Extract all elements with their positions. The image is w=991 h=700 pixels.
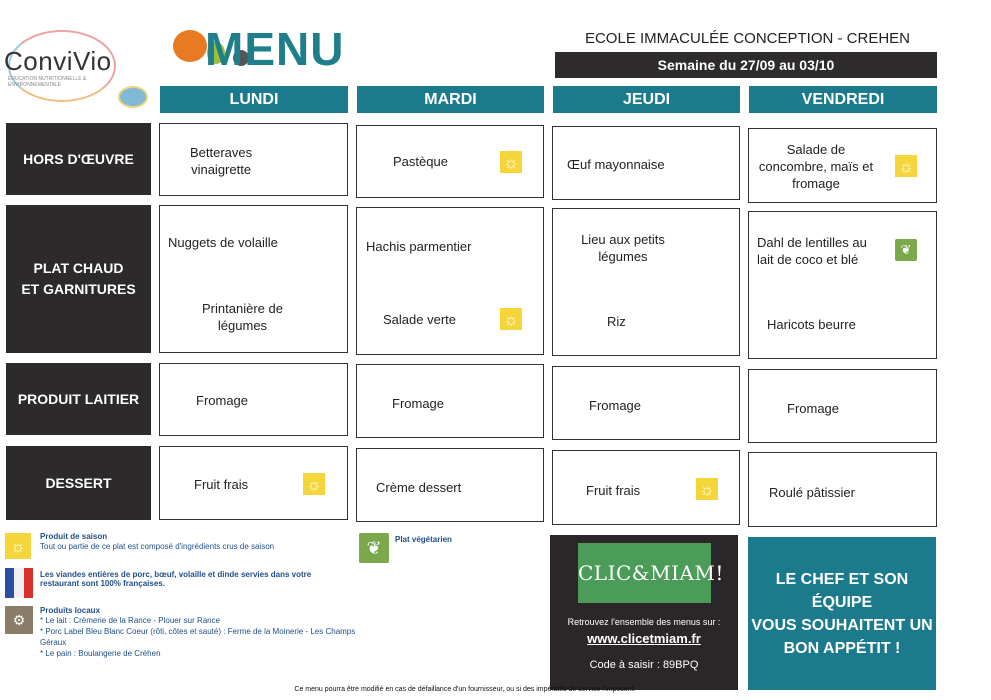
clicmiam-retrouvez: Retrouvez l'ensemble des menus sur : — [567, 617, 721, 627]
row-label-produit-laitier: PRODUIT LAITIER — [6, 363, 151, 435]
row-label-hors-doeuvre: HORS D'ŒUVRE — [6, 123, 151, 195]
legend-locaux — [40, 606, 380, 659]
dish-text: Œuf mayonnaise — [567, 157, 665, 172]
dish-text: Riz — [607, 314, 626, 329]
chef-message-line1: LE CHEF ET SON ÉQUIPE — [775, 570, 909, 611]
legend-locaux-line3: Géraux — [40, 638, 67, 647]
footer-note: Ce menu pourra être modifié en cas de défaillance d'un fournisseur, ou si des impératifs de service l'imposent. — [294, 686, 636, 693]
dish-text: Fruit frais — [586, 483, 641, 498]
cell-jeudi-hors — [552, 126, 740, 200]
dish-text: concombre, maïs et — [758, 159, 874, 174]
french-flag-icon — [5, 568, 33, 598]
row-label-plat-chaud-line2: ET GARNITURES — [21, 281, 136, 297]
day-header-jeudi: JEUDI — [553, 86, 740, 113]
dish-text: Fromage — [392, 396, 445, 411]
cell-lundi-hors — [159, 123, 348, 196]
dish-text: Hachis parmentier — [366, 239, 472, 254]
dish-text: Roulé pâtissier — [769, 485, 855, 500]
cell-jeudi-plat — [552, 208, 740, 356]
dish-text: Fruit frais — [194, 477, 249, 492]
dish-text: Salade de — [786, 142, 846, 157]
cell-jeudi-laitier — [552, 366, 740, 440]
legend-saison-text: Tout ou partie de ce plat est composé d'ingrédients crus de saison — [40, 542, 275, 551]
dish-text: Fromage — [196, 393, 249, 408]
cell-vendredi-laitier — [748, 369, 937, 443]
cell-mardi-laitier — [356, 364, 544, 438]
day-header-mardi: MARDI — [357, 86, 544, 113]
clicmiam-code: Code à saisir : 89BPQ — [589, 659, 699, 671]
clicmiam-url-link[interactable]: www.clicetmiam.fr — [587, 631, 701, 646]
legend-saison-title: Produit de saison — [40, 532, 108, 541]
dish-text: Nuggets de volaille — [168, 235, 278, 250]
sun-icon: ☼ — [500, 308, 522, 330]
cell-mardi-plat — [356, 207, 544, 355]
dish-text: fromage — [792, 176, 840, 191]
dish-text: Printanière de — [202, 301, 283, 316]
week-banner: Semaine du 27/09 au 03/10 — [555, 52, 937, 78]
page-title: MENU — [205, 23, 345, 75]
dish-text: Betteraves — [190, 145, 253, 160]
leaf-icon: ❦ — [895, 239, 917, 261]
cell-mardi-dessert — [356, 448, 544, 522]
label-badge-icon — [118, 86, 148, 108]
dish-text: vinaigrette — [191, 162, 252, 177]
dish-text: Haricots beurre — [767, 317, 856, 332]
leaf-icon: ❦ — [359, 533, 389, 563]
tractor-icon: ⚙ — [5, 606, 33, 634]
clicmiam-logo: CLIC&MIAM! — [578, 543, 711, 603]
legend-viandes — [40, 570, 340, 588]
day-header-lundi: LUNDI — [160, 86, 348, 113]
row-label-plat-chaud-line1: PLAT CHAUD — [33, 260, 124, 276]
dish-text: Crème dessert — [376, 480, 462, 495]
dish-text: Lieu aux petits — [581, 232, 665, 247]
legend-viandes-line1: Les viandes entières de porc, bœuf, volaille et dinde servies dans votre — [40, 570, 312, 579]
dish-text: légumes — [598, 249, 648, 264]
legend-vegetarien: Plat végétarien — [395, 535, 452, 544]
chef-message-line2: VOUS SOUHAITENT UN — [751, 616, 933, 634]
chef-message-line3: BON APPÉTIT ! — [783, 639, 901, 657]
sun-icon: ☼ — [696, 478, 718, 500]
legend-viandes-line2: restaurant sont 100% françaises. — [40, 579, 165, 588]
cell-jeudi-dessert — [552, 450, 740, 525]
sun-icon: ☼ — [500, 151, 522, 173]
dish-text: Fromage — [589, 398, 642, 413]
convivio-tagline: ÉDUCATION NUTRITIONNELLE & ENVIRONNEMENTALE — [8, 76, 87, 88]
clicmiam-panel — [550, 535, 738, 690]
sun-icon: ☼ — [895, 155, 917, 177]
cell-vendredi-dessert — [748, 452, 937, 527]
legend-locaux-line1: * Le lait : Crèmerie de la Rance - Plouer sur Rance — [40, 616, 221, 625]
convivio-logo: ConviVio — [4, 46, 112, 76]
sun-icon: ☼ — [5, 533, 31, 559]
row-label-plat-chaud — [6, 205, 151, 353]
row-label-dessert: DESSERT — [6, 446, 151, 520]
cell-vendredi-plat — [748, 211, 937, 359]
cell-mardi-hors — [356, 125, 544, 198]
school-name: ECOLE IMMACULÉE CONCEPTION - CREHEN — [584, 30, 911, 47]
chef-message-panel — [748, 537, 936, 690]
dish-text: Dahl de lentilles au — [757, 235, 867, 250]
legend-locaux-line2: * Porc Label Bleu Blanc Coeur (rôti, côtes et sauté) : Ferme de la Moinerie - Les Champs — [40, 627, 356, 636]
cell-lundi-plat — [159, 205, 348, 353]
dish-text: Fromage — [787, 401, 840, 416]
day-header-vendredi: VENDREDI — [749, 86, 937, 113]
legend-locaux-line4: * Le pain : Boulangerie de Créhen — [40, 649, 161, 658]
cell-lundi-dessert — [159, 446, 348, 520]
cell-vendredi-hors — [748, 128, 937, 203]
sun-icon: ☼ — [303, 473, 325, 495]
pumpkin-icon — [173, 30, 207, 62]
legend-saison — [40, 532, 340, 552]
dish-text: lait de coco et blé — [757, 252, 859, 267]
cell-lundi-laitier — [159, 363, 348, 436]
dish-text: légumes — [217, 318, 268, 333]
dish-text: Pastèque — [393, 154, 448, 169]
dish-text: Salade verte — [383, 312, 456, 327]
legend-locaux-title: Produits locaux — [40, 606, 101, 615]
